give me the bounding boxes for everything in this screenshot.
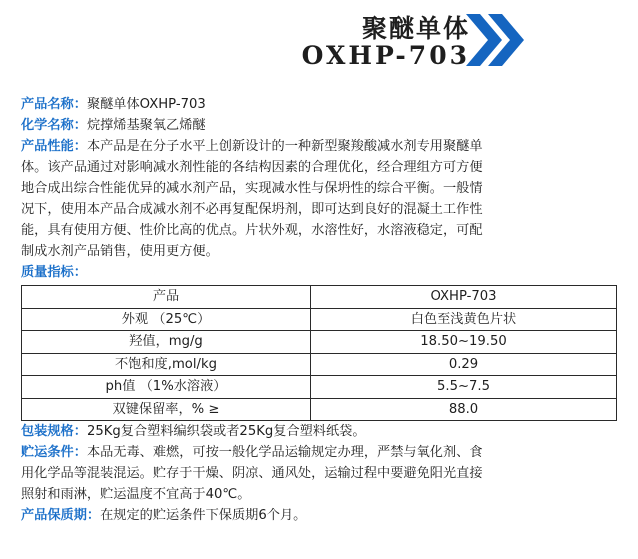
storage-line: 照射和雨淋，贮运温度不宜高于40℃。: [21, 487, 251, 502]
quality-spec-table: [21, 285, 617, 421]
table-cell-value: 18.50~19.50: [311, 331, 617, 354]
table-cell-value: 88.0: [311, 398, 617, 421]
packaging-value: 25Kg复合塑料编织袋或者25Kg复合塑料纸袋。: [86, 424, 366, 439]
product-spec-content: [21, 94, 621, 526]
product-name-row: [21, 94, 621, 115]
packaging-label: 包装规格：: [21, 424, 87, 439]
shelf-life-value: 在规定的贮运条件下保质期6个月。: [100, 508, 307, 523]
product-name-label: 产品名称：: [21, 97, 87, 112]
table-cell-value: 0.29: [311, 353, 617, 376]
product-title-cn: 聚醚单体: [361, 14, 470, 43]
table-cell-property: 双键保留率，% ≥: [22, 398, 311, 421]
table-cell-property: ph值 （1%水溶液）: [22, 376, 311, 399]
performance-line: 体。该产品通过对影响减水剂性能的各结构因素的合理优化，经合理组方可方便: [21, 160, 483, 175]
performance-label: 产品性能：: [21, 139, 87, 154]
product-header: [0, 0, 638, 80]
performance-section: [21, 136, 621, 262]
table-header-row: [22, 286, 617, 309]
performance-line: [21, 136, 621, 157]
packaging-row: [21, 421, 621, 442]
performance-text: 本产品是在分子水平上创新设计的一种新型聚羧酸减水剂专用聚醚单: [86, 139, 483, 154]
performance-line: 地合成出综合性能优异的减水剂产品，实现减水性与保坍性的综合平衡。一般情: [21, 181, 483, 196]
table-header-cell: 产品: [22, 286, 311, 309]
performance-line: 况下，使用本产品合成减水剂不必再复配保坍剂，即可达到良好的混凝土工作性: [21, 202, 483, 217]
double-chevron-icon: [466, 14, 528, 66]
table-header-cell: OXHP-703: [311, 286, 617, 309]
chemical-name-value: 烷撑烯基聚氧乙烯醚: [86, 118, 206, 133]
table-row: [22, 331, 617, 354]
table-cell-property: 羟值，mg/g: [22, 331, 311, 354]
table-row: [22, 376, 617, 399]
performance-line: 制成水剂产品销售，使用更方便。: [21, 244, 219, 259]
shelf-life-label: 产品保质期：: [21, 508, 101, 523]
shelf-life-row: [21, 505, 621, 526]
table-cell-property: 不饱和度,mol/kg: [22, 353, 311, 376]
storage-text: 本品无毒、难燃，可按一般化学品运输规定办理，严禁与氧化剂、食: [86, 445, 483, 460]
table-row: [22, 308, 617, 331]
product-title-en: OXHP-703: [301, 41, 470, 70]
performance-line: 能，具有使用方便、性价比高的优点。片状外观，水溶性好，水溶液稳定，可配: [21, 223, 483, 238]
quality-heading: [21, 262, 621, 283]
storage-line: [21, 442, 621, 463]
chemical-name-row: [21, 115, 621, 136]
storage-section: [21, 442, 621, 505]
table-row: [22, 398, 617, 421]
quality-label: 质量指标：: [21, 265, 87, 280]
storage-line: 用化学品等混装混运。贮存于干燥、阴凉、通风处，运输过程中要避免阳光直接: [21, 466, 483, 481]
product-name-value: 聚醚单体OXHP-703: [86, 97, 206, 112]
storage-label: 贮运条件：: [21, 445, 87, 460]
chemical-name-label: 化学名称：: [21, 118, 87, 133]
table-cell-property: 外观 （25℃）: [22, 308, 311, 331]
table-cell-value: 5.5~7.5: [311, 376, 617, 399]
table-row: [22, 353, 617, 376]
table-cell-value: 白色至浅黄色片状: [311, 308, 617, 331]
